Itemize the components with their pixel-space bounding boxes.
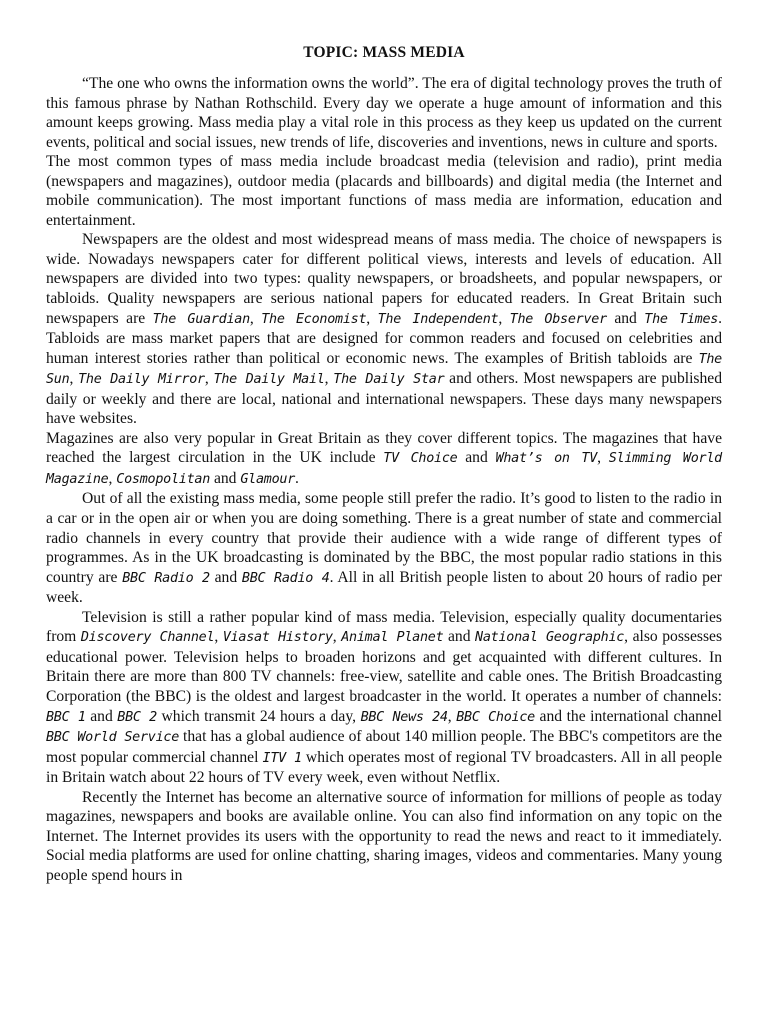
paragraph-text: The most common types of mass media include broadcast media (television and radio), print media (newspapers and magazines), outdoor media (placards and billboards) and digital media (the Internet and mobile communication). The most important functions of mass media are information, education and entertainment. <box>46 153 722 229</box>
paragraph-text: Magazines are also very popular in Great Britain as they cover different topics. The magazines that have reached the largest circulation in the UK include <box>46 429 722 467</box>
paragraph-text: , <box>214 628 223 646</box>
paragraph-text: and the international channel <box>534 707 722 725</box>
italic-title-text: The Daily Mirror <box>78 372 205 388</box>
paragraph-text: which transmit 24 hours a day, <box>157 707 361 725</box>
italic-title-text: ITV 1 <box>262 750 302 766</box>
italic-title-text: BBC 2 <box>117 709 157 725</box>
paragraph-text: and <box>457 449 496 467</box>
paragraph-text: . All in all British people listen to about 20 hours of radio per week. <box>46 568 722 607</box>
paragraph-text: and <box>210 469 241 487</box>
italic-title-text: The Observer <box>509 311 607 327</box>
paragraph-text: , <box>204 370 214 388</box>
paragraph <box>46 788 722 886</box>
italic-title-text: BBC World Service <box>46 730 180 746</box>
italic-title-text: TV Choice <box>383 451 458 467</box>
paragraph-text: , <box>498 309 510 327</box>
italic-title-text: National Geographic <box>475 630 625 646</box>
italic-title-text: Cosmopolitan <box>116 471 211 487</box>
italic-title-text: The Independent <box>377 311 499 327</box>
italic-title-text: Viasat History <box>222 630 333 646</box>
paragraph-text: Television is still a rather popular kind of mass media. Television, especially quality documentaries from <box>46 608 722 646</box>
italic-title-text: Animal Planet <box>341 630 444 646</box>
paragraph-text: and <box>209 568 242 586</box>
paragraph-text: , <box>366 309 378 327</box>
document-body <box>46 74 722 885</box>
italic-title-text: The Guardian <box>152 311 250 327</box>
paragraph-text: and <box>606 309 645 327</box>
paragraph-text: , <box>447 707 457 725</box>
italic-title-text: Discovery Channel <box>80 630 215 646</box>
italic-title-text: The Economist <box>261 311 367 327</box>
paragraph <box>46 230 722 428</box>
italic-title-text: BBC Radio 2 <box>122 570 210 586</box>
italic-title-text: The Daily Mail <box>213 372 325 388</box>
paragraph <box>46 74 722 152</box>
italic-title-text: The Sun <box>46 351 722 388</box>
paragraph <box>46 489 722 607</box>
italic-title-text: BBC 1 <box>46 709 86 725</box>
paragraph <box>46 608 722 788</box>
paragraph-text: “The one who owns the information owns the world”. The era of digital technology proves the truth of this famous phrase by Nathan Rothschild. Every day we operate a huge amount of information and this amount keeps growing. Mass media play a vital role in this process as they keep us updated on the current events, political and social issues, new trends of life, discoveries and inventions, news in culture and sports. <box>46 75 722 151</box>
italic-title-text: The Daily Star <box>333 372 445 388</box>
paragraph <box>46 429 722 490</box>
italic-title-text: BBC Choice <box>456 709 535 725</box>
paragraph-text: Recently the Internet has become an alternative source of information for millions of people as today magazines, newspapers and books are available online. You can also find information on any topic on the Internet. The Internet provides its users with the opportunity to read the news and react to it immediately. Social media platforms are used for online chatting, sharing images, videos and commentaries. Many young people spend hours in <box>46 788 722 884</box>
paragraph-text: and others. Most newspapers are published daily or weekly and there are local, national and international newspapers. These days many newspapers have websites. <box>46 370 723 428</box>
italic-title-text: The Times <box>644 311 719 327</box>
paragraph-text: , <box>69 370 79 388</box>
paragraph-text: , <box>108 469 117 487</box>
italic-title-text: What’s on TV <box>495 451 598 467</box>
paragraph-text: . <box>295 469 299 487</box>
italic-title-text: BBC Radio 4 <box>241 570 330 586</box>
paragraph-text: which operates most of regional TV broadcasters. All in all people in Britain watch about 22 hours of TV every week, even without Netflix. <box>46 748 722 787</box>
paragraph-text: , <box>332 628 342 646</box>
paragraph-text: that has a global audience of about 140 million people. The BBC's competitors are the most popular commercial channel <box>46 728 722 766</box>
paragraph-text: and <box>443 628 476 646</box>
paragraph-text: Newspapers are the oldest and most widespread means of mass media. The choice of newspapers is wide. Nowadays newspapers cater for different political views, interests and levels of education. All newspapers are divided into two types: quality newspapers, or broadsheets, and popular newspapers, or tabloids. Quality newspapers are serious national papers for educated readers. In Great Britain such newspapers are <box>46 231 722 327</box>
paragraph-text: , <box>249 309 262 327</box>
paragraph-text: , also possesses educational power. Television helps to broaden horizons and get acquainted with different cultures. In Britain there are more than 800 TV channels: free-view, satellite and cable ones. The British Broadcasting Corporation (the BBC) is the oldest and largest broadcaster in the world. It operates a number of channels: <box>46 628 723 705</box>
paragraph-text: and <box>85 707 118 725</box>
paragraph-text: , <box>324 370 334 388</box>
paragraph-text: . Tabloids are mass market papers that are designed for common readers and focused on celebrities and human interest stories rather than political or economic news. The examples of British tabloids are <box>46 309 723 367</box>
italic-title-text: Slimming World Magazine <box>46 451 722 487</box>
paragraph-text: , <box>597 449 609 467</box>
italic-title-text: Glamour <box>240 471 296 487</box>
paragraph-text: Out of all the existing mass media, some people still prefer the radio. It’s good to listen to the radio in a car or in the open air or when you are doing something. There is a great number of state and commercial radio channels in every country that provide their audience with a wide range of different types of programmes. As in the UK broadcasting is dominated by the BBC, the most popular radio stations in this country are <box>46 490 722 586</box>
paragraph <box>46 152 722 230</box>
italic-title-text: BBC News 24 <box>360 709 448 725</box>
page-title: TOPIC: MASS MEDIA <box>303 44 465 61</box>
